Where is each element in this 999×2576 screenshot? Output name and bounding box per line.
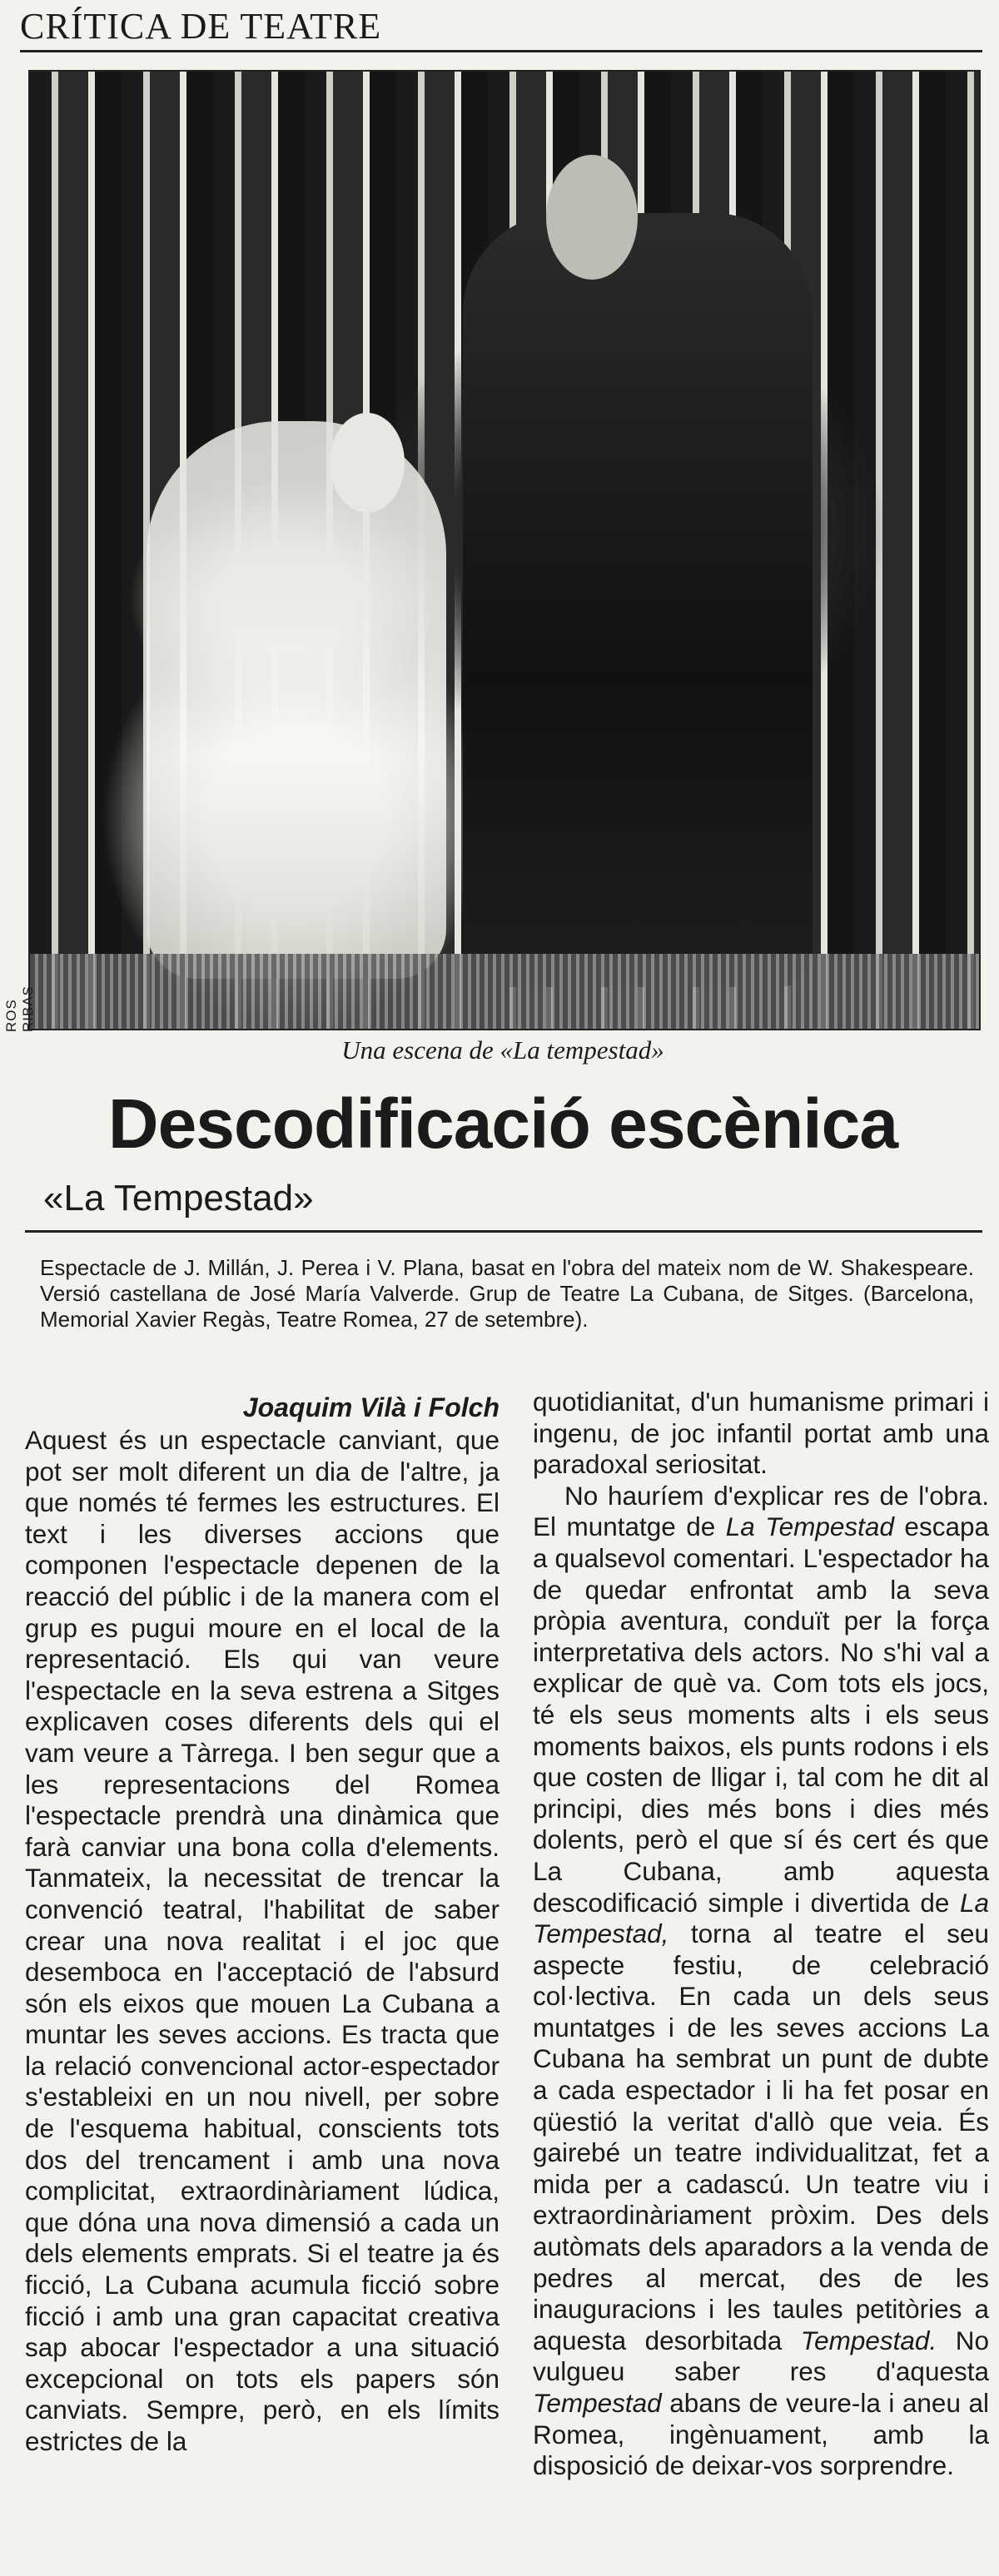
headline-rule (25, 1230, 982, 1233)
article-column-2 (533, 1387, 989, 2482)
play-title: Tempestad (533, 2388, 662, 2418)
actor-head (546, 155, 638, 280)
show-details: Espectacle de J. Millán, J. Perea i V. Plana, basat en l'obra del mateix nom de W. Shakespeare. Versió castellana de José María Valverde. Grup de Teatre La Cubana, de Sitges. (Barcelona, Memorial Xavier Regàs, Teatre Romea, 27 de setembre). (40, 1255, 974, 1332)
actress-head (330, 413, 405, 513)
actress-figure (147, 421, 446, 979)
play-title: Tempestad. (800, 2325, 937, 2355)
play-title: La Tempestad, (533, 1887, 989, 1949)
article-headline: Descodificació escènica (107, 1085, 898, 1163)
article-subhead: «La Tempestad» (43, 1178, 314, 1219)
play-title: La Tempestad (725, 1511, 894, 1542)
stage-floor (30, 954, 979, 1029)
section-header (20, 3, 982, 52)
byline: Joaquim Vilà i Folch (242, 1392, 500, 1422)
photo-credit: ROS RIBAS (3, 985, 36, 1032)
paragraph: Aquest és un espectacle canviant, que pot ser molt diferent un dia de l'altre, ja que només té fermes les estructures. El text i les diverses accions que componen l'espectacle depenen de la reacció del públic i de la manera com el grup es pugui moure en el local de la representació. Els qui van veure l'espectacle en la seva estrena a Sitges explicaven coses diferents dels qui el vam veure a Tàrrega. I ben segur que a les representacions del Romea l'espectacle prendrà una dinàmica que farà canviar una bona colla d'elements. Tanmateix, la necessitat de trencar la convenció teatral, l'habilitat de saber crear una nova realitat i el joc que desemboca en l'acceptació de l'absurd són els eixos que mouen La Cubana a muntar les seves accions. Es tracta que la relació convencional actor-espectador s'estableixi en un nou nivell, per sobre de l'esquema habitual, conscients tots dos del trencament i amb una nova complicitat, extraordinàriament lúdica, que dóna una nova dimensió a cada un dels elements emprats. Si el teatre ja és ficció, La Cubana acumula ficció sobre ficció i amb una gran capacitat creativa sap abocar l'espectador a una situació excepcional on tots els papers són canviats. Sempre, però, en els límits estrictes de la (25, 1425, 500, 2456)
actor-figure (463, 213, 813, 987)
photo-caption: Una escena de «La tempestad» (341, 1035, 664, 1065)
section-title: CRÍTICA DE TEATRE (20, 6, 382, 47)
paragraph: No hauríem d'explicar res de l'obra. El muntatge de La Tempestad escapa a qualsevol comentari. L'espectador ha de quedar enfrontat amb la seva pròpia aventura, conduït per la força interpretativa dels actors. No s'hi val a explicar de què va. Com tots els jocs, té els seus moments alts i els seus moments baixos, els punts rodons i els que costen de lligar i, tal com he dit al principi, dies més bons i dies més dolents, però el que sí és cert és que La Cubana, amb aquesta descodificació simple i divertida de La Tempestad, torna al teatre el seu aspecte festiu, de celebració col·lectiva. En cada un dels seus muntatges i de les seves accions La Cubana ha sembrat un punt de dubte a cada espectador i li ha fet posar en qüestió la veritat d'allò que veia. És gairebé un teatre individualitzat, fet a mida per a cadascú. Un teatre viu i extraordinàriament pròxim. Des dels autòmats dels aparadors a la venda de pedres al mercat, des de les inauguracions i les taules petitòries a aquesta desorbitada Tempestad. No vulgueu saber res d'aquesta Tempestad abans de veure-la i aneu al Romea, ingènuament, amb la disposició de deixar-vos sorprendre. (533, 1480, 990, 2481)
article-photo (28, 70, 981, 1030)
paragraph: quotidianitat, d'un humanisme primari i ingenu, de joc infantil portat amb una paradoxal seriositat. (533, 1387, 989, 1480)
article-column-1 (25, 1392, 500, 2458)
